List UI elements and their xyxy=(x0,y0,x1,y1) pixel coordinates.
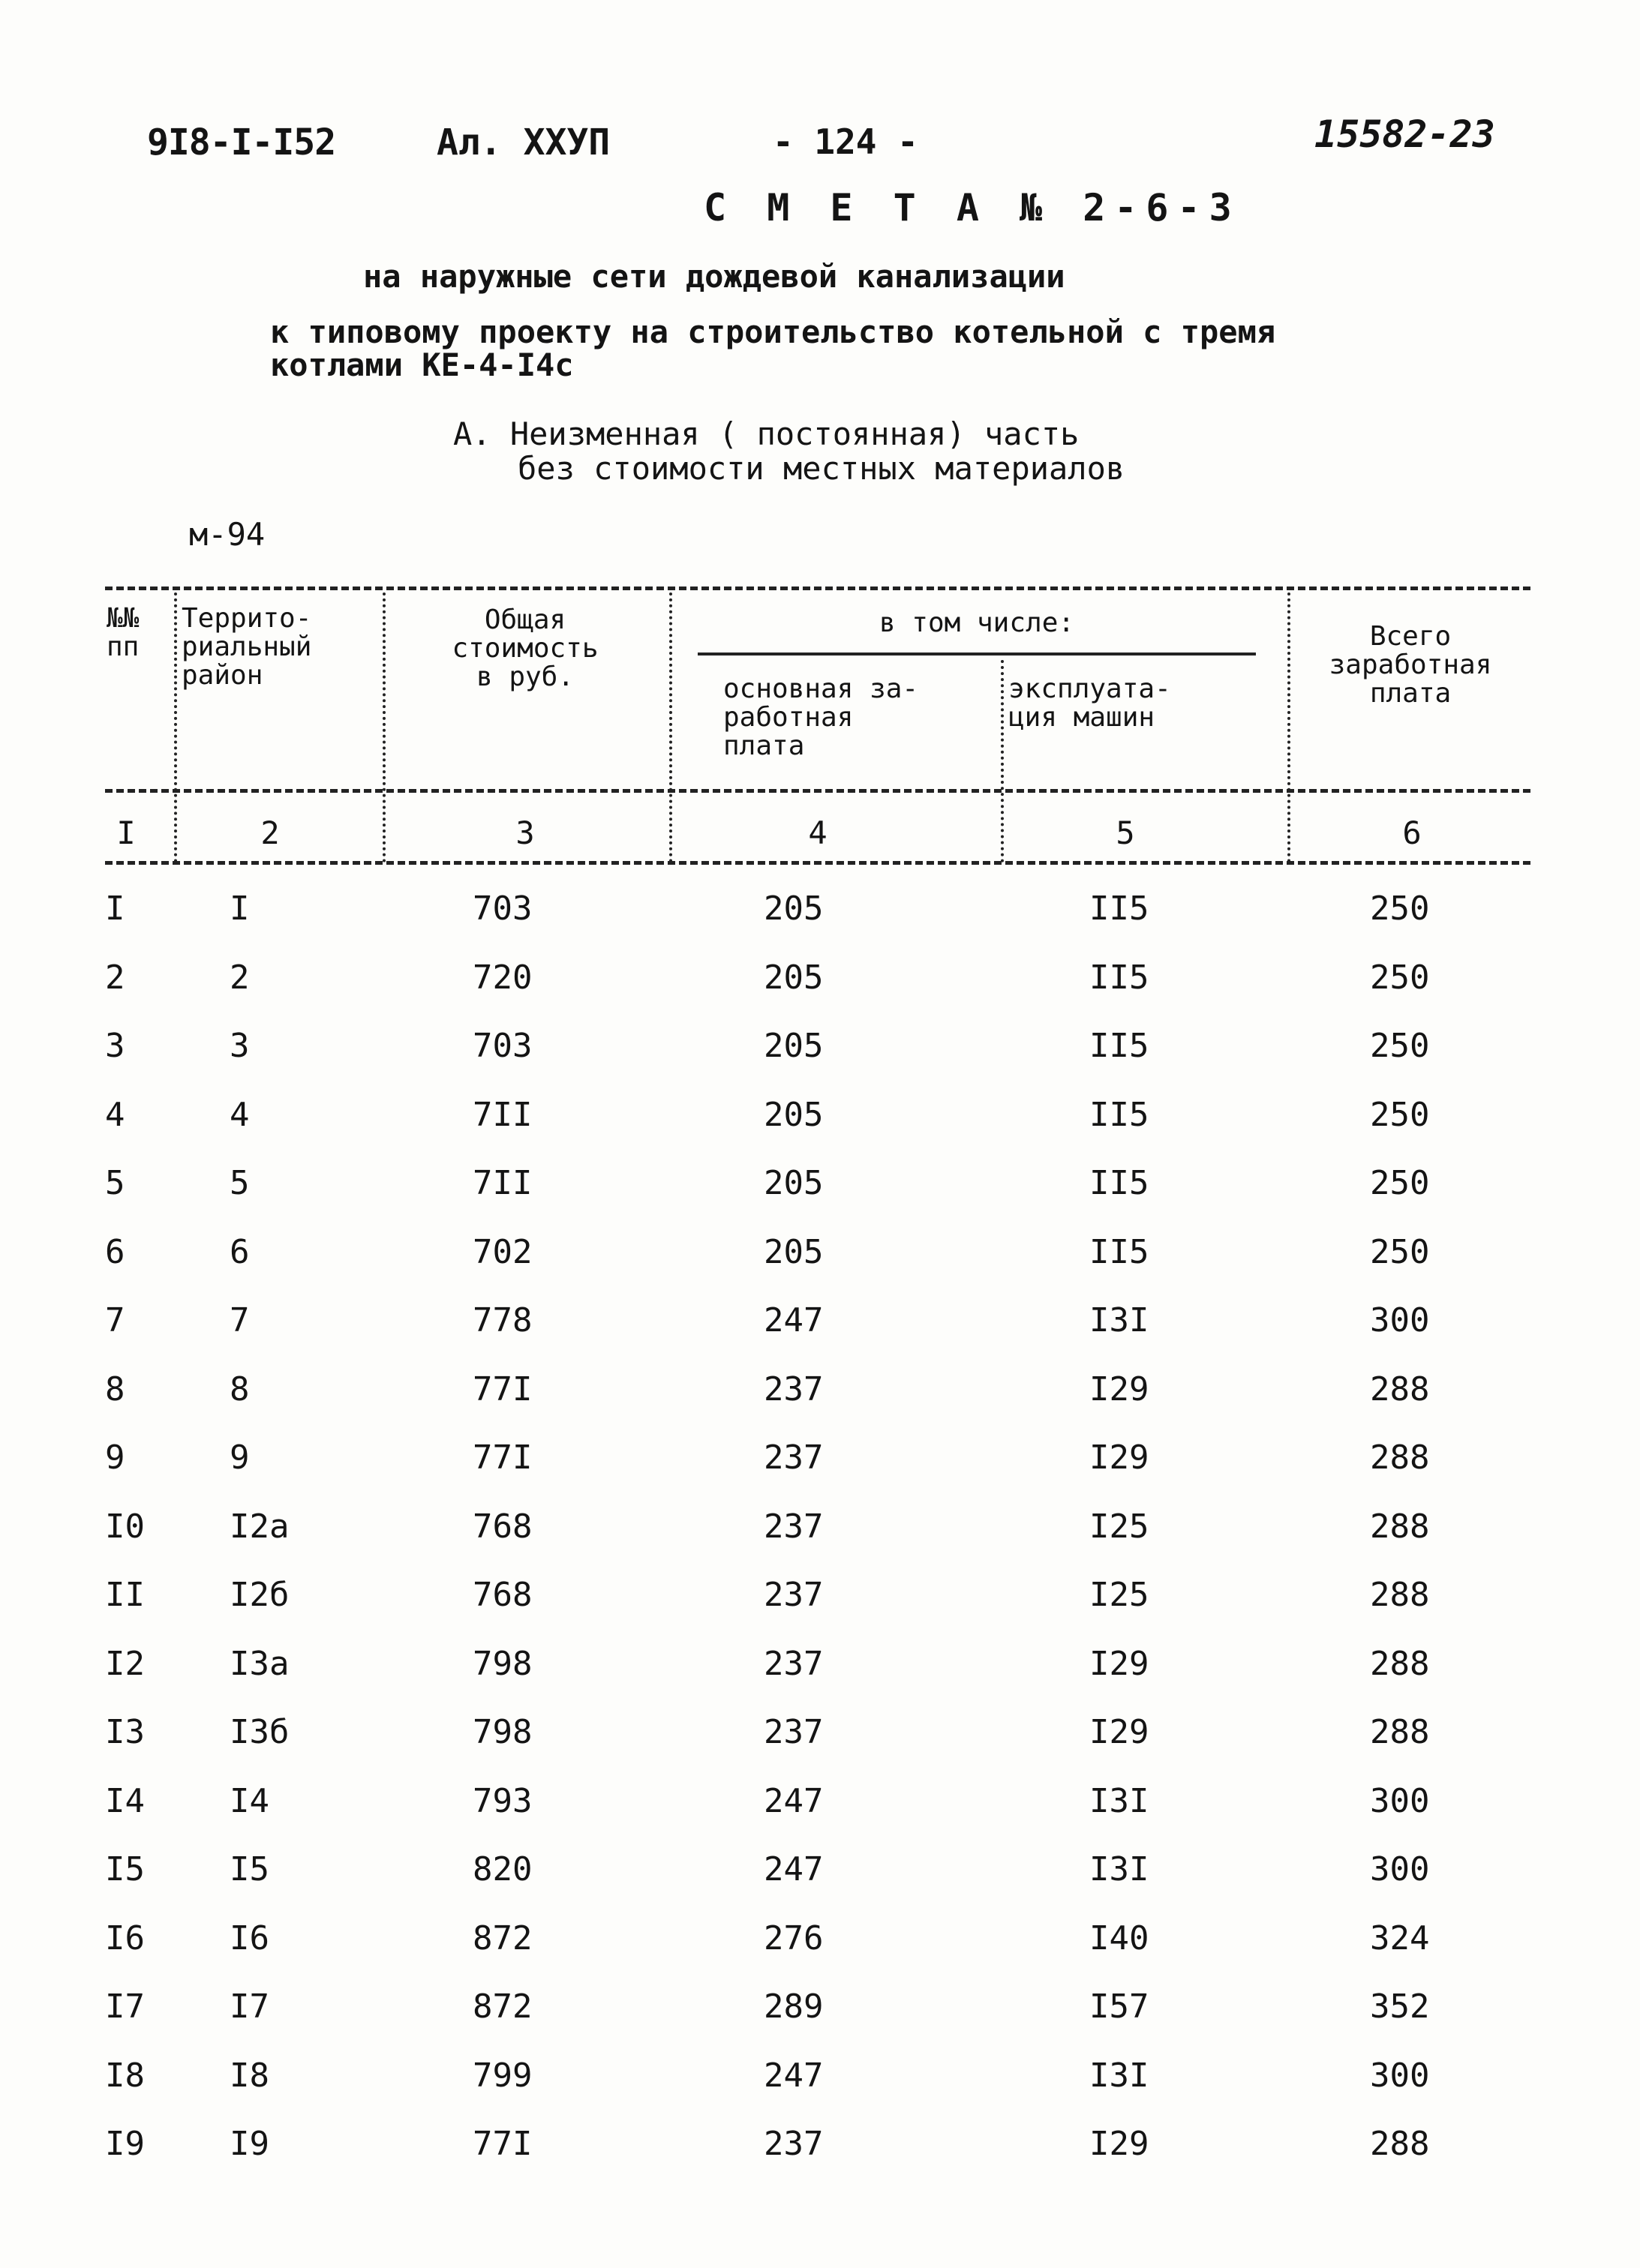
cell-base-wage: 205 xyxy=(764,958,824,997)
table-row xyxy=(0,1508,1640,1575)
group-underline xyxy=(698,652,1256,656)
cell-row-number: I4 xyxy=(105,1781,145,1820)
cell-total-wage: 300 xyxy=(1370,1781,1430,1820)
cell-total-wage: 288 xyxy=(1370,1507,1430,1546)
table-row xyxy=(0,1164,1640,1232)
cell-total-cost: 768 xyxy=(473,1576,533,1614)
header-col-machine-operation: эксплуата- ция машин xyxy=(1008,674,1171,733)
cell-base-wage: 237 xyxy=(764,1644,824,1683)
divider-3 xyxy=(669,592,672,862)
table-row xyxy=(0,1988,1640,2055)
subtitle-line-2: к типовому проекту на строительство котельной с тремя xyxy=(270,314,1276,350)
cell-row-number: 4 xyxy=(105,1095,125,1134)
column-numbers-rule xyxy=(105,861,1530,865)
cell-base-wage: 237 xyxy=(764,1507,824,1546)
column-number-6: 6 xyxy=(1402,814,1422,851)
cell-row-number: 6 xyxy=(105,1232,125,1271)
cell-row-number: I8 xyxy=(105,2056,145,2095)
divider-2 xyxy=(383,592,386,862)
norm-code: м-94 xyxy=(189,516,266,553)
cell-total-wage: 288 xyxy=(1370,1438,1430,1477)
cell-base-wage: 237 xyxy=(764,1370,824,1408)
cell-machine-operation: I3I xyxy=(1089,1301,1149,1340)
cell-machine-operation: I25 xyxy=(1089,1576,1149,1614)
cell-base-wage: 205 xyxy=(764,1027,824,1065)
table-row xyxy=(0,890,1640,957)
cell-machine-operation: II5 xyxy=(1089,1027,1149,1065)
cell-row-number: I0 xyxy=(105,1507,145,1546)
table-row xyxy=(0,1645,1640,1712)
cell-region: I2а xyxy=(230,1507,290,1546)
cell-total-wage: 288 xyxy=(1370,1370,1430,1408)
cell-region: 7 xyxy=(230,1301,250,1340)
cell-total-wage: 300 xyxy=(1370,2056,1430,2095)
cell-base-wage: 247 xyxy=(764,1850,824,1888)
cell-region: 2 xyxy=(230,958,250,997)
section-heading-1: А. Неизменная ( постоянная) часть xyxy=(453,416,1080,452)
table-row xyxy=(0,1096,1640,1163)
table-row xyxy=(0,1576,1640,1643)
cell-region: I3б xyxy=(230,1713,290,1751)
table-row xyxy=(0,1713,1640,1780)
cell-total-cost: 77I xyxy=(473,1438,533,1477)
cell-total-cost: 702 xyxy=(473,1232,533,1271)
cell-total-cost: 872 xyxy=(473,1988,533,2026)
cell-total-cost: 703 xyxy=(473,1027,533,1065)
table-row xyxy=(0,1370,1640,1438)
header-col-base-wage: основная за- работная плата xyxy=(723,674,919,761)
cell-total-wage: 300 xyxy=(1370,1301,1430,1340)
column-number-5: 5 xyxy=(1116,814,1135,851)
cell-machine-operation: I25 xyxy=(1089,1507,1149,1546)
cell-machine-operation: II5 xyxy=(1089,1164,1149,1202)
album-number: Ал. XXУП xyxy=(437,122,611,164)
cell-base-wage: 289 xyxy=(764,1988,824,2026)
cell-total-wage: 250 xyxy=(1370,1232,1430,1271)
cell-region: 3 xyxy=(230,1027,250,1065)
cell-total-wage: 250 xyxy=(1370,958,1430,997)
column-number-4: 4 xyxy=(808,814,828,851)
project-code: 9I8-I-I52 xyxy=(147,122,336,164)
table-row xyxy=(0,1027,1640,1094)
cell-region: 6 xyxy=(230,1232,250,1271)
header-group-including: в том числе: xyxy=(879,608,1075,638)
cell-row-number: I2 xyxy=(105,1644,145,1683)
cell-total-wage: 288 xyxy=(1370,1713,1430,1751)
table-row xyxy=(0,1919,1640,1987)
cell-total-wage: 250 xyxy=(1370,890,1430,928)
cell-machine-operation: I3I xyxy=(1089,1781,1149,1820)
column-number-3: 3 xyxy=(515,814,535,851)
cell-row-number: 7 xyxy=(105,1301,125,1340)
cell-total-wage: 288 xyxy=(1370,1576,1430,1614)
cell-base-wage: 205 xyxy=(764,1232,824,1271)
divider-1 xyxy=(174,592,177,862)
cell-row-number: I7 xyxy=(105,1988,145,2026)
cell-machine-operation: I40 xyxy=(1089,1918,1149,1958)
cell-row-number: 9 xyxy=(105,1438,125,1477)
cell-row-number: I5 xyxy=(105,1850,145,1888)
table-row xyxy=(0,1850,1640,1918)
header-col-region: Террито- риальный район xyxy=(182,603,312,691)
cell-base-wage: 247 xyxy=(764,1301,824,1340)
column-number-1: I xyxy=(116,814,136,851)
cell-base-wage: 205 xyxy=(764,890,824,928)
table-row xyxy=(0,1233,1640,1300)
cell-machine-operation: I29 xyxy=(1089,1644,1149,1683)
cell-machine-operation: I3I xyxy=(1089,2056,1149,2095)
cell-total-wage: 250 xyxy=(1370,1164,1430,1202)
cell-total-cost: 7II xyxy=(473,1095,533,1134)
cell-machine-operation: I3I xyxy=(1089,1850,1149,1888)
table-row xyxy=(0,2125,1640,2192)
cell-machine-operation: I57 xyxy=(1089,1988,1149,2026)
cell-region: I7 xyxy=(230,1988,269,2026)
divider-4 xyxy=(1001,660,1004,862)
cell-region: 4 xyxy=(230,1095,250,1134)
cell-row-number: II xyxy=(105,1576,145,1614)
cell-machine-operation: I29 xyxy=(1089,1370,1149,1408)
cell-machine-operation: II5 xyxy=(1089,1095,1149,1134)
cell-row-number: I xyxy=(105,890,125,928)
table-row xyxy=(0,958,1640,1026)
header-bottom-rule xyxy=(105,789,1530,793)
header-col-number: №№ пп xyxy=(107,603,140,662)
cell-region: I5 xyxy=(230,1850,269,1888)
divider-5 xyxy=(1287,592,1290,862)
cell-total-cost: 77I xyxy=(473,1370,533,1408)
table-top-rule xyxy=(105,586,1530,590)
cell-base-wage: 205 xyxy=(764,1164,824,1202)
cell-total-cost: 798 xyxy=(473,1713,533,1751)
document-title: С М Е Т А № 2-6-3 xyxy=(704,186,1241,230)
cell-total-cost: 820 xyxy=(473,1850,533,1888)
cell-total-cost: 703 xyxy=(473,890,533,928)
table-row xyxy=(0,1301,1640,1369)
cell-total-cost: 798 xyxy=(473,1644,533,1683)
cell-region: 8 xyxy=(230,1370,250,1408)
cell-total-cost: 77I xyxy=(473,2125,533,2163)
table-row xyxy=(0,1782,1640,1850)
cell-machine-operation: I29 xyxy=(1089,1438,1149,1477)
cell-row-number: I9 xyxy=(105,2125,145,2163)
cell-region: I xyxy=(230,890,250,928)
cell-region: 5 xyxy=(230,1164,250,1202)
cell-total-wage: 288 xyxy=(1370,2125,1430,2163)
cell-total-wage: 324 xyxy=(1370,1918,1430,1958)
cell-total-cost: 778 xyxy=(473,1301,533,1340)
cell-region: I2б xyxy=(230,1576,290,1614)
table-row xyxy=(0,2056,1640,2124)
cell-base-wage: 247 xyxy=(764,2056,824,2095)
cell-row-number: I3 xyxy=(105,1713,145,1751)
page-number: - 124 - xyxy=(773,122,918,162)
column-number-2: 2 xyxy=(260,814,280,851)
section-heading-2: без стоимости местных материалов xyxy=(518,450,1125,487)
header-col-total-cost: Общая стоимость в руб. xyxy=(452,604,599,692)
cell-region: I8 xyxy=(230,2056,269,2095)
cell-total-cost: 872 xyxy=(473,1918,533,1958)
cell-base-wage: 276 xyxy=(764,1918,824,1958)
cell-base-wage: 237 xyxy=(764,1713,824,1751)
cell-total-cost: 720 xyxy=(473,958,533,997)
cell-total-cost: 768 xyxy=(473,1507,533,1546)
cell-base-wage: 237 xyxy=(764,1576,824,1614)
header-col-total-wage: Всего заработная плата xyxy=(1329,621,1492,709)
cell-machine-operation: II5 xyxy=(1089,890,1149,928)
cell-machine-operation: I29 xyxy=(1089,2125,1149,2163)
document-code: 15582-23 xyxy=(1314,112,1495,156)
cell-base-wage: 237 xyxy=(764,2125,824,2163)
cell-region: I4 xyxy=(230,1781,269,1820)
cell-region: 9 xyxy=(230,1438,250,1477)
cell-machine-operation: II5 xyxy=(1089,958,1149,997)
cell-row-number: 8 xyxy=(105,1370,125,1408)
cell-total-cost: 7II xyxy=(473,1164,533,1202)
cell-row-number: 3 xyxy=(105,1027,125,1065)
cell-total-wage: 352 xyxy=(1370,1988,1430,2026)
cell-row-number: I6 xyxy=(105,1918,145,1958)
cell-row-number: 2 xyxy=(105,958,125,997)
cell-machine-operation: II5 xyxy=(1089,1232,1149,1271)
cell-region: I3а xyxy=(230,1644,290,1683)
cell-row-number: 5 xyxy=(105,1164,125,1202)
cell-base-wage: 247 xyxy=(764,1781,824,1820)
subtitle-line-3: котлами КЕ-4-I4с xyxy=(270,346,574,383)
cell-total-wage: 300 xyxy=(1370,1850,1430,1888)
cell-total-wage: 288 xyxy=(1370,1644,1430,1683)
cell-total-wage: 250 xyxy=(1370,1095,1430,1134)
cell-total-cost: 799 xyxy=(473,2056,533,2095)
cell-region: I9 xyxy=(230,2125,269,2163)
subtitle-line-1: на наружные сети дождевой канализации xyxy=(363,258,1065,295)
cell-base-wage: 237 xyxy=(764,1438,824,1477)
cell-total-wage: 250 xyxy=(1370,1027,1430,1065)
cell-machine-operation: I29 xyxy=(1089,1713,1149,1751)
table-row xyxy=(0,1438,1640,1506)
cell-total-cost: 793 xyxy=(473,1781,533,1820)
cell-region: I6 xyxy=(230,1918,269,1958)
cell-base-wage: 205 xyxy=(764,1095,824,1134)
